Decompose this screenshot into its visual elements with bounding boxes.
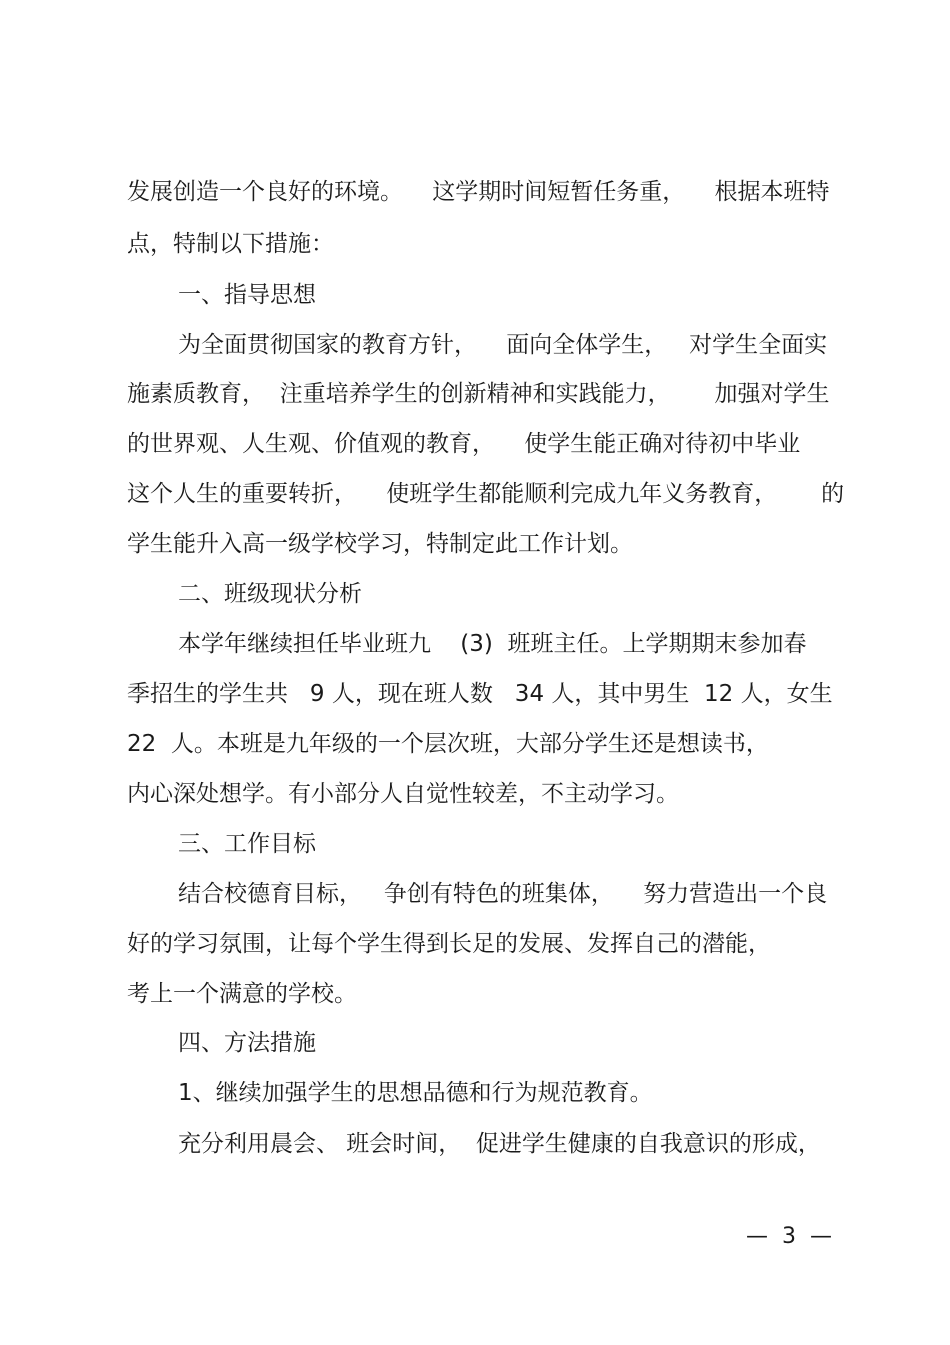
text-line: 的世界观、人生观、价值观的教育， 使学生能正确对待初中毕业 bbox=[127, 431, 801, 457]
text-line: 施素质教育， 注重培养学生的创新精神和实践能力， 加强对学生 bbox=[127, 381, 830, 407]
text-line: 1、继续加强学生的思想品德和行为规范教育。 bbox=[178, 1080, 653, 1106]
text-line: 学生能升入高一级学校学习，特制定此工作计划。 bbox=[127, 531, 633, 557]
page-number: — 3 — bbox=[746, 1224, 832, 1249]
text-line: 季招生的学生共 9 人，现在班人数 34 人，其中男生 12 人，女生 bbox=[127, 681, 833, 707]
section-heading: 四、方法措施 bbox=[178, 1030, 316, 1056]
text-line: 本学年继续担任毕业班九 (3) 班班主任。上学期期末参加春 bbox=[178, 631, 807, 657]
text-line: 充分利用晨会、 班会时间， 促进学生健康的自我意识的形成， bbox=[178, 1131, 821, 1157]
text-line: 点，特制以下措施： bbox=[127, 231, 334, 257]
text-line: 22 人。本班是九年级的一个层次班，大部分学生还是想读书， bbox=[127, 731, 769, 757]
text-line: 考上一个满意的学校。 bbox=[127, 981, 357, 1007]
text-line: 为全面贯彻国家的教育方针， 面向全体学生， 对学生全面实 bbox=[178, 332, 828, 358]
text-line: 这个人生的重要转折， 使班学生都能顺利完成九年义务教育， 的 bbox=[127, 481, 845, 507]
text-line: 发展创造一个良好的环境。 这学期时间短暂任务重， 根据本班特 bbox=[127, 179, 830, 205]
section-heading: 二、班级现状分析 bbox=[178, 581, 362, 607]
section-heading: 一、指导思想 bbox=[178, 282, 316, 308]
section-heading: 三、工作目标 bbox=[178, 831, 316, 857]
text-line: 内心深处想学。有小部分人自觉性较差，不主动学习。 bbox=[127, 781, 679, 807]
text-line: 结合校德育目标， 争创有特色的班集体， 努力营造出一个良 bbox=[178, 881, 828, 907]
text-line: 好的学习氛围，让每个学生得到长足的发展、发挥自己的潜能， bbox=[127, 931, 771, 957]
